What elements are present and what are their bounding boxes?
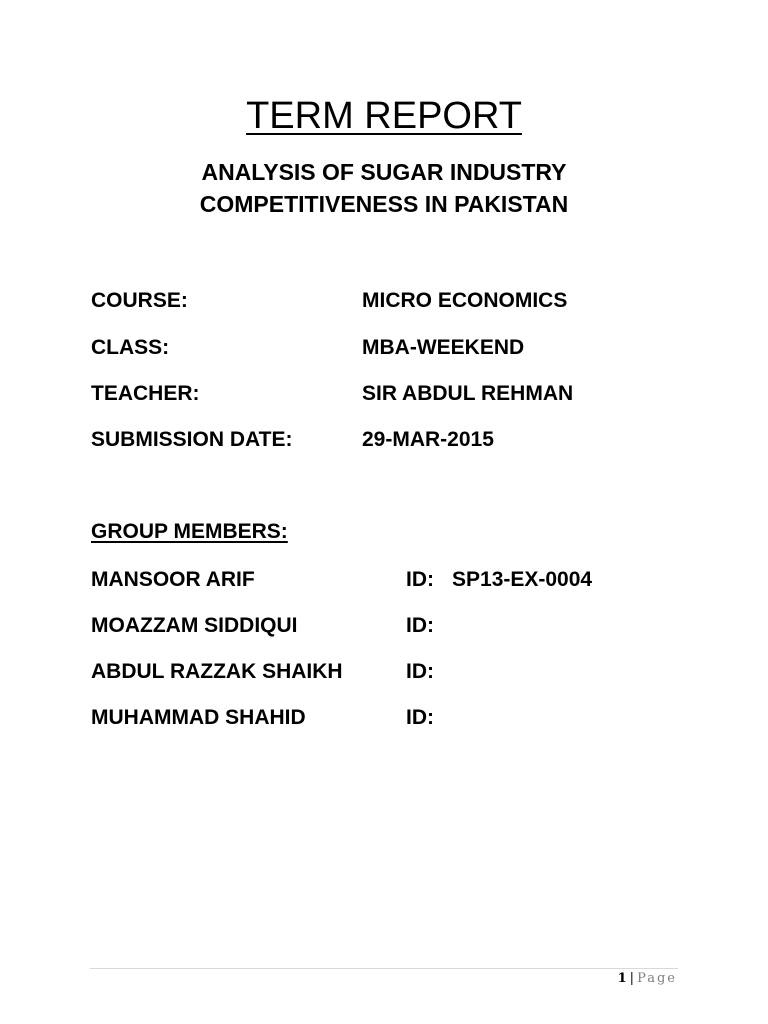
submission-date-value: 29-MAR-2015 [362,428,494,451]
course-label: COURSE: [91,289,188,312]
member-id-label: ID: [406,660,434,683]
teacher-value: SIR ABDUL REHMAN [362,382,574,405]
class-label: CLASS: [91,336,170,359]
member-name: ABDUL RAZZAK SHAIKH [91,660,343,683]
class-value: MBA-WEEKEND [362,336,525,359]
teacher-label: TEACHER: [91,382,200,405]
page-footer [618,971,677,987]
page-label: Page [637,971,677,986]
group-members-heading: GROUP MEMBERS: [91,520,288,543]
member-name: MOAZZAM SIDDIQUI [91,614,298,637]
footer-divider [90,968,678,969]
report-title [0,94,768,138]
member-id-label: ID: [406,568,434,591]
report-subtitle-line-1: ANALYSIS OF SUGAR INDUSTRY [201,159,567,185]
member-name: MUHAMMAD SHAHID [91,706,306,729]
page-number: 1 [617,971,627,986]
course-value: MICRO ECONOMICS [362,289,568,312]
report-subtitle-line-2: COMPETITIVENESS IN PAKISTAN [199,191,569,217]
footer-separator: | [629,971,635,986]
submission-date-label: SUBMISSION DATE: [91,428,293,451]
report-title-text: TERM REPORT [246,95,522,137]
member-id-label: ID: [406,706,434,729]
member-name: MANSOOR ARIF [91,568,255,591]
member-id-value: SP13-EX-0004 [452,568,593,591]
member-id-label: ID: [406,614,434,637]
